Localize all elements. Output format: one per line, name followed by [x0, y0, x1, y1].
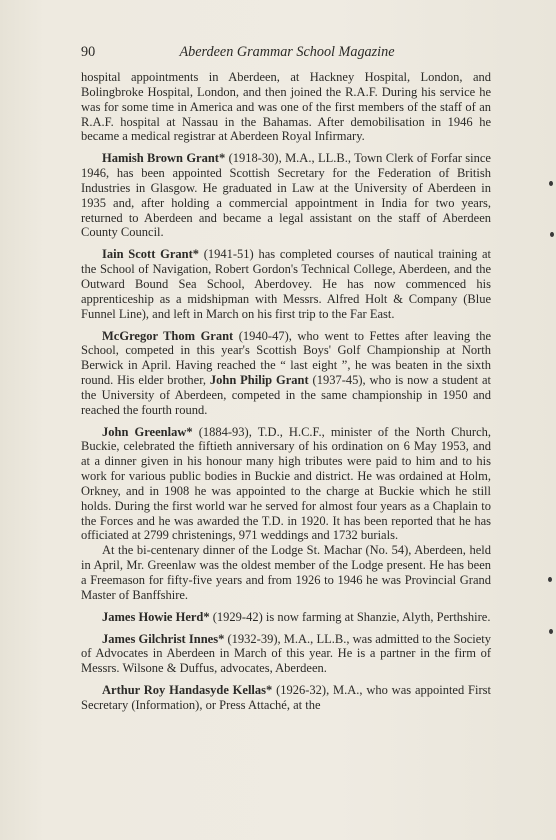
paragraph-text: (1932-39), M.A., LL.B., was admitted to the Society of Advocates in Aberdeen in March of this year. He is a partner in the firm of Messrs. Wilsone & Duffus, advocates, Aberdeen.: [81, 631, 491, 676]
paragraph-text: hospital appointments in Aberdeen, at Hackney Hospital, London, and Bolingbroke Hospital, London, and then joined the R.A.F. During his service he was for some time in America and was one of the first members of the staff of an R.A.F. hospital at Nassau in the Bahamas. After demobilisation in 1946 he became a medical registrar at Aberdeen Royal Infirmary.: [81, 70, 491, 144]
scan-speck: [550, 232, 554, 237]
scan-speck: [548, 577, 552, 582]
person-name: Hamish Brown Grant*: [102, 151, 226, 166]
paragraph-text: (1929-42) is now farming at Shanzie, Alyth, Perthshire.: [209, 609, 491, 624]
person-name: John Philip Grant: [209, 373, 309, 388]
running-title: Aberdeen Grammar School Magazine: [179, 44, 395, 60]
paragraph: [81, 543, 491, 602]
paragraph: [81, 425, 491, 544]
paragraph: [81, 247, 491, 321]
person-name: McGregor Thom Grant: [102, 328, 234, 343]
paragraph: [81, 683, 491, 713]
paragraph-text: (1918-30), M.A., LL.B., Town Clerk of Forfar since 1946, has been appointed Scottish Secretary for the Federation of British Industries in Glasgow. He graduated in Law at the University of Aberdeen in 1935 and, after holding a commercial appointment in India for two years, returned to Aberdeen and became a legal assistant on the staff of Aberdeen County Council.: [81, 151, 491, 240]
scan-speck: [549, 629, 553, 634]
person-name: James Howie Herd*: [102, 609, 210, 624]
scan-speck: [549, 181, 553, 186]
paragraph-text: (1941-51) has completed courses of nautical training at the School of Navigation, Robert Gordon's Technical College, Aberdeen, and the Outward Bound Sea School, Aberdovey. He has now commenced his apprenticeship as a midshipman with Messrs. Alfred Holt & Company (Blue Funnel Line), and left in March on his first trip to the Far East.: [81, 247, 491, 321]
article-body: [81, 70, 491, 713]
person-name: Arthur Roy Handasyde Kellas*: [102, 683, 273, 698]
paragraph: [81, 632, 491, 677]
paragraph-text: (1926-32), M.A., who was appointed First Secretary (Information), or Press Attaché, at the: [81, 683, 491, 712]
person-name: John Greenlaw*: [102, 424, 193, 439]
paragraph: [81, 151, 491, 240]
paragraph: [81, 610, 491, 625]
person-name: Iain Scott Grant*: [102, 247, 199, 262]
paragraph: [81, 70, 491, 144]
paragraph-text: (1937-45), who is now a student at the University of Aberdeen, competed in the same championship in 1950 and reached the fourth round.: [81, 373, 492, 417]
page-header: [81, 44, 493, 62]
paragraph-text: (1884-93), T.D., H.C.F., minister of the North Church, Buckie, celebrated the fiftieth anniversary of his ordination on 6 May 1953, and at a dinner given in his honour many high tributes were paid to him and to his work for various public bodies in Buckie and district. He was ordained at Holm, Orkney, and in 1908 he was appointed to the charge at Buckie which he still holds. During the first world war he served for almost four years as a Chaplain to the Forces and he was awarded the T.D. in 1920. It has been reported that he has officiated at 2799 christenings, 971 weddings and 1732 burials.: [81, 424, 491, 543]
person-name: James Gilchrist Innes*: [102, 631, 225, 646]
paragraph-text: At the bi-centenary dinner of the Lodge St. Machar (No. 54), Aberdeen, held in April, Mr. Greenlaw was the oldest member of the Lodge present. He has been a Freemason for fifty-five years and from 1926 to 1946 he was Provincial Grand Master of Banffshire.: [81, 543, 491, 602]
page-number: 90: [81, 44, 96, 60]
paragraph: [81, 329, 491, 418]
paragraph-text: (1940-47), who went to Fettes after leaving the School, competed in this year's Scottish Boys' Golf Championship at North Berwick in April. Having reached the “ last eight ”, he was beaten in the sixth round. His elder brother,: [81, 328, 491, 388]
